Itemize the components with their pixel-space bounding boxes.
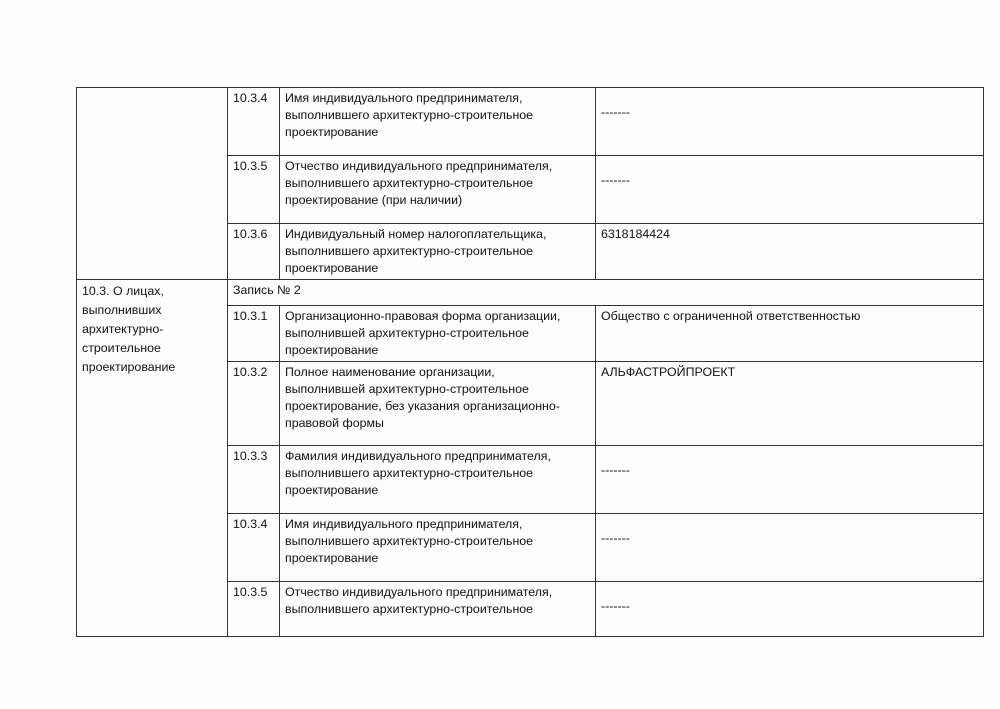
row-code: 10.3.4 xyxy=(228,88,280,156)
row-value: ------- xyxy=(601,531,630,545)
row-name: Организационно-правовая форма организации, выполнившей архитектурно-строительное проектирование xyxy=(280,306,596,362)
row-code: 10.3.5 xyxy=(228,582,280,637)
row-value: ------- xyxy=(601,173,630,187)
row-name: Полное наименование организации, выполнившей архитектурно-строительное проектирование, без указания организационно- правовой формы xyxy=(280,362,596,446)
row-value: Общество с ограниченной ответственностью xyxy=(596,306,984,362)
row-value-cell xyxy=(596,582,984,637)
row-code: 10.3.3 xyxy=(228,446,280,514)
row-name: Имя индивидуального предпринимателя, выполнившего архитектурно-строительное проектирование xyxy=(280,514,596,582)
row-value: ------- xyxy=(601,599,630,613)
row-value: ------- xyxy=(601,105,630,119)
row-name: Имя индивидуального предпринимателя, выполнившего архитектурно-строительное проектирование xyxy=(280,88,596,156)
row-value: АЛЬФАСТРОЙПРОЕКТ xyxy=(596,362,984,446)
row-code: 10.3.2 xyxy=(228,362,280,446)
row-name: Индивидуальный номер налогоплательщика, выполнившего архитектурно-строительное проектирование xyxy=(280,224,596,280)
row-value: ------- xyxy=(601,463,630,477)
row-value-cell xyxy=(596,446,984,514)
section-label: 10.3. О лицах, выполнивших архитектурно- строительное проектирование xyxy=(77,280,228,637)
row-name: Отчество индивидуального предпринимателя, выполнившего архитектурно-строительное проектирование (при наличии) xyxy=(280,156,596,224)
row-name: Фамилия индивидуального предпринимателя, выполнившего архитектурно-строительное проектирование xyxy=(280,446,596,514)
construction-permit-table xyxy=(76,87,984,637)
row-name: Отчество индивидуального предпринимателя, выполнившего архитектурно-строительное xyxy=(280,582,596,637)
row-code: 10.3.6 xyxy=(228,224,280,280)
table-row xyxy=(77,88,984,156)
section-label-empty-cell xyxy=(77,88,228,280)
row-code: 10.3.4 xyxy=(228,514,280,582)
row-value-cell xyxy=(596,156,984,224)
row-value-cell xyxy=(596,88,984,156)
record-title: Запись № 2 xyxy=(228,280,984,306)
row-code: 10.3.1 xyxy=(228,306,280,362)
row-code: 10.3.5 xyxy=(228,156,280,224)
row-value-cell xyxy=(596,514,984,582)
row-value: 6318184424 xyxy=(596,224,984,280)
record-header-row xyxy=(77,280,984,306)
